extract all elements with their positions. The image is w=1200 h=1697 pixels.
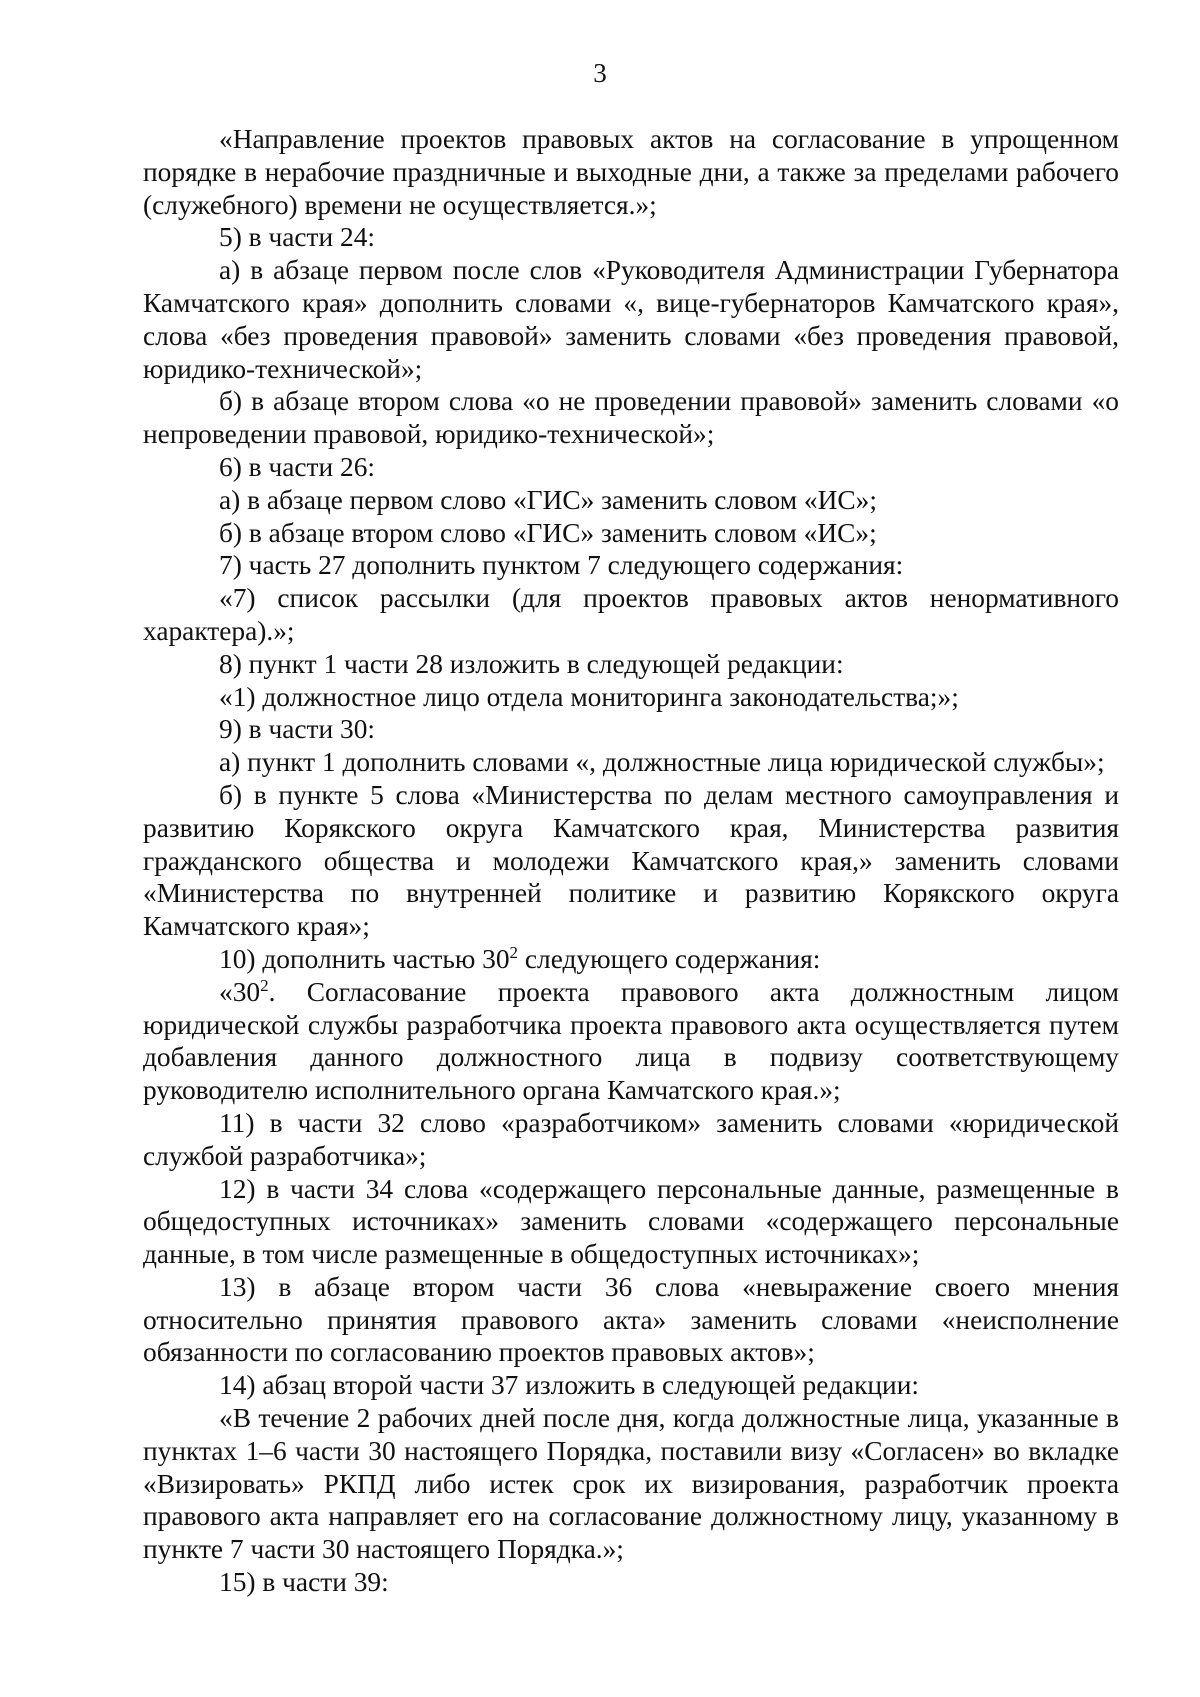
paragraph: «Направление проектов правовых актов на согласование в упрощенном порядке в нерабочие праздничные и выходные дни, а также за пределами рабочего (служебного) времени не осуществляется.»; xyxy=(143,124,1119,220)
superscript: 2 xyxy=(509,942,519,962)
document-body xyxy=(143,123,1119,1599)
paragraph: 7) часть 27 дополнить пунктом 7 следующего содержания: xyxy=(219,550,904,581)
page-number: 3 xyxy=(593,58,607,88)
paragraph: 9) в части 30: xyxy=(219,714,376,745)
paragraph xyxy=(143,943,1119,976)
paragraph: 13) в абзаце втором части 36 слова «невыражение своего мнения относительно принятия правового акта» заменить словами «неисполнение обязанности по согласованию проектов правовых актов»; xyxy=(143,1271,1119,1368)
paragraph: б) в пункте 5 слова «Министерства по делам местного самоуправления и развитию Корякского округа Камчатского края, Министерства развития гражданского общества и молодежи Камчатского края,» заменить словами «Министерства по внутренней политике и развитию Корякского округа Камчатского края»; xyxy=(143,779,1119,942)
paragraph: б) в абзаце втором слова «о не проведении правовой» заменить словами «о непроведении правовой, юридико-технической»; xyxy=(143,386,1119,450)
paragraph: а) в абзаце первом после слов «Руководителя Администрации Губернатора Камчатского края» дополнить словами «, вице-губернаторов Камчатского края», слова «без проведения правовой» заменить словами «без проведения правовой, юридико-технической»; xyxy=(143,255,1119,384)
paragraph: а) пункт 1 дополнить словами «, должностные лица юридической службы»; xyxy=(219,747,1105,778)
paragraph xyxy=(143,976,1119,1107)
paragraph: а) в абзаце первом слово «ГИС» заменить словом «ИС»; xyxy=(219,484,877,515)
paragraph-text: 10) дополнить частью 30 xyxy=(219,943,510,974)
paragraph-text: «30 xyxy=(219,976,261,1007)
paragraph: 11) в части 32 слово «разработчиком» заменить словами «юридической службой разработчика»; xyxy=(143,1107,1119,1171)
paragraph: 6) в части 26: xyxy=(219,451,376,482)
paragraph-text: следующего содержания: xyxy=(518,943,821,974)
superscript: 2 xyxy=(260,975,269,995)
paragraph: 5) в части 24: xyxy=(219,222,376,253)
paragraph: «В течение 2 рабочих дней после дня, когда должностные лица, указанные в пунктах 1–6 части 30 настоящего Порядка, поставили визу «Согласен» во вкладке «Визировать» РКПД либо истек срок их визирования, разработчик проекта правового акта направляет его на согласование должностному лицу, указанному в пункте 7 части 30 настоящего Порядка.»; xyxy=(143,1403,1119,1565)
paragraph: 14) абзац второй части 37 изложить в следующей редакции: xyxy=(219,1370,919,1401)
paragraph-text: . Согласование проекта правового акта должностным лицом юридической службы разработчика проекта правового акта осуществляется путем добавления данного должностного лица в подвизу соответствующему руководителю исполнительного органа Камчатского края.»; xyxy=(143,976,1119,1106)
paragraph: 15) в части 39: xyxy=(219,1567,389,1598)
paragraph: 8) пункт 1 части 28 изложить в следующей редакции: xyxy=(219,648,844,679)
paragraph: «7) список рассылки (для проектов правовых актов ненормативного характера).»; xyxy=(143,583,1119,646)
paragraph: «1) должностное лицо отдела мониторинга законодательства;»; xyxy=(219,681,959,712)
paragraph: б) в абзаце втором слово «ГИС» заменить словом «ИС»; xyxy=(219,517,877,548)
paragraph: 12) в части 34 слова «содержащего персональные данные, размещенные в общедоступных источниках» заменить словами «содержащего персональные данные, в том числе размещенные в общедоступных источниках»; xyxy=(143,1173,1119,1270)
